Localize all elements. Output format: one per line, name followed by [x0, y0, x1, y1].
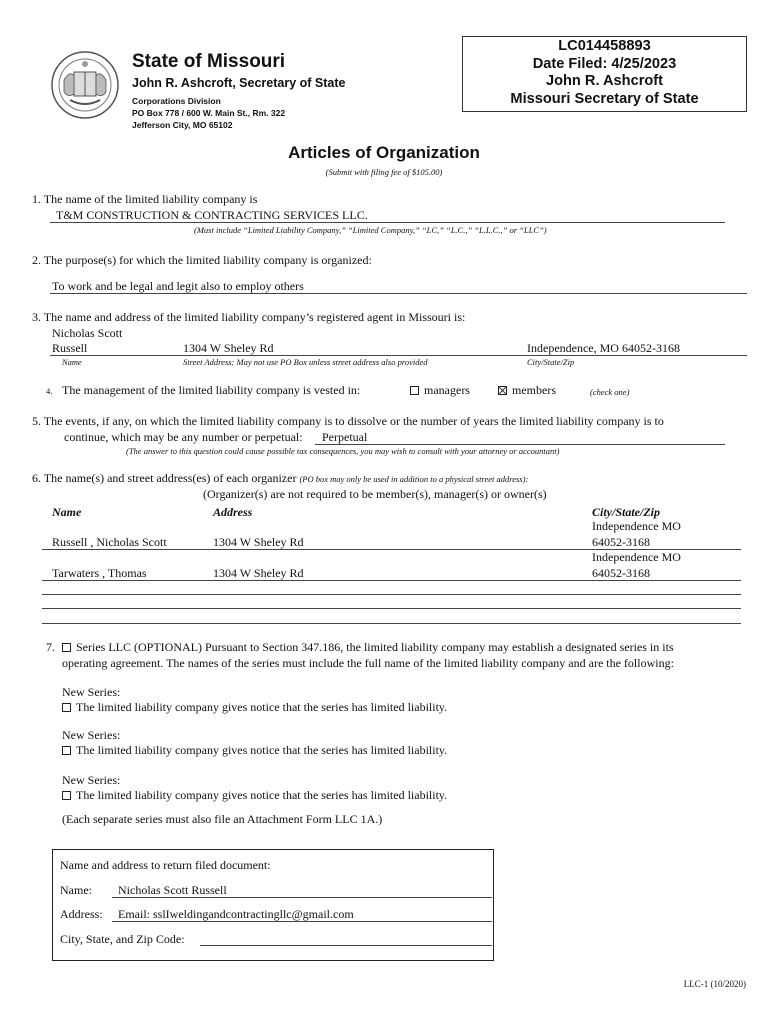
s6-row1-city1[interactable]: Independence MO [592, 519, 681, 533]
s5-label-line2: continue, which may be any number or perpetual: [64, 430, 303, 444]
state-heading: State of Missouri [132, 51, 286, 72]
return-city-label: City, State, and Zip Code: [60, 932, 185, 946]
s6-col-name: Name [52, 505, 82, 519]
series3-notice-text: The limited liability company gives notice that the series has limited liability. [76, 788, 448, 802]
filing-office: Missouri Secretary of State [510, 90, 699, 107]
s6-row1-city2[interactable]: 64052-3168 [592, 535, 650, 549]
s5-label-line1: 5. The events, if any, on which the limited liability company is to dissolve or the number of years the limited liability company is to [32, 414, 664, 428]
s3-label: 3. The name and address of the limited liability company’s registered agent in Missouri is: [32, 310, 466, 324]
s6-col-city: City/State/Zip [592, 505, 660, 519]
filing-official: John R. Ashcroft [545, 73, 664, 89]
s3-caption-name: Name [62, 357, 82, 367]
series1-notice[interactable] [62, 700, 447, 715]
office-address-line1: PO Box 778 / 600 W. Main St., Rm. 322 [132, 108, 286, 118]
s7-footnote: (Each separate series must also file an Attachment Form LLC 1A.) [62, 812, 383, 826]
s6-label-note: (PO box may only be used in addition to a physical street address): [299, 474, 529, 484]
series1-notice-text: The limited liability company gives notice that the series has limited liability. [76, 700, 448, 714]
s6-col-address: Address [213, 505, 253, 519]
s6-row1-address[interactable]: 1304 W Sheley Rd [213, 535, 304, 549]
members-checkbox-checked[interactable] [498, 386, 507, 395]
s6-row2-city1[interactable]: Independence MO [592, 550, 681, 564]
missouri-seal-logo [50, 50, 120, 120]
series3-checkbox[interactable] [62, 791, 71, 800]
s7-line1 [62, 640, 674, 655]
series2-label: New Series: [62, 728, 121, 742]
s3-agent-street[interactable]: 1304 W Sheley Rd [183, 341, 274, 355]
s1-label: 1. The name of the limited liability company is [32, 192, 258, 206]
form-id: LLC-1 (10/2020) [683, 979, 746, 989]
managers-checkbox[interactable] [410, 386, 419, 395]
filing-date: Date Filed: 4/25/2023 [532, 55, 677, 72]
form-title: Articles of Organization [288, 143, 480, 162]
managers-label: managers [424, 383, 470, 397]
s6-row2-address[interactable]: 1304 W Sheley Rd [213, 566, 304, 580]
series-llc-checkbox[interactable] [62, 643, 71, 652]
s3-underline [50, 355, 747, 356]
filing-stamp-box [462, 36, 747, 112]
s6-row1-name[interactable]: Russell , Nicholas Scott [52, 535, 167, 549]
s6-blank-line3 [42, 623, 741, 624]
s4-note: (check one) [590, 387, 630, 397]
return-name-value[interactable]: Nicholas Scott Russell [118, 883, 227, 897]
s4-label: The management of the limited liability company is vested in: [62, 383, 361, 397]
s3-agent-name-line1[interactable]: Nicholas Scott [52, 326, 123, 340]
s1-company-name[interactable]: T&M CONSTRUCTION & CONTRACTING SERVICES LLC. [56, 208, 368, 222]
s6-label [32, 471, 528, 486]
s6-blank-line2 [42, 608, 741, 609]
s3-agent-name-line2[interactable]: Russell [52, 341, 88, 355]
s6-label-text: 6. The name(s) and street address(es) of each organizer [32, 471, 297, 485]
s5-duration-value[interactable]: Perpetual [322, 430, 368, 444]
series3-notice[interactable] [62, 788, 447, 803]
secretary-heading: John R. Ashcroft, Secretary of State [132, 76, 346, 90]
s6-row2-line [42, 580, 741, 581]
s7-line1-text: Series LLC (OPTIONAL) Pursuant to Section 347.186, the limited liability company may establish a designated series in its [76, 640, 674, 654]
series3-label: New Series: [62, 773, 121, 787]
s3-agent-city[interactable]: Independence, MO 64052-3168 [527, 341, 680, 355]
s1-note: (Must include “Limited Liability Company,” “Limited Company,” “LC,” “L.C.,” “L.L.C.,” or “LLC”) [194, 225, 547, 235]
members-label: members [512, 383, 556, 397]
s4-option-members[interactable] [498, 383, 556, 398]
series2-notice-text: The limited liability company gives notice that the series has limited liability. [76, 743, 448, 757]
s4-option-managers[interactable] [410, 383, 470, 398]
return-address-underline [112, 921, 492, 922]
s2-label: 2. The purpose(s) for which the limited liability company is organized: [32, 253, 372, 267]
return-city-underline [200, 945, 492, 946]
s1-underline [50, 222, 725, 223]
series2-notice[interactable] [62, 743, 447, 758]
return-address-label: Address: [60, 907, 103, 921]
return-address-value[interactable]: Email: sslIweldingandcontractingllc@gmail.com [118, 907, 354, 921]
series1-checkbox[interactable] [62, 703, 71, 712]
s5-note: (The answer to this question could cause possible tax consequences, you may wish to consult with your attorney or accountant) [126, 446, 560, 456]
s7-line2: operating agreement. The names of the series must include the full name of the limited liability company and are the following: [62, 656, 674, 670]
filing-number: LC014458893 [558, 38, 651, 54]
s7-number: 7. [46, 640, 55, 654]
series1-label: New Series: [62, 685, 121, 699]
s2-purpose[interactable]: To work and be legal and legit also to employ others [52, 279, 304, 293]
s6-sub-label: (Organizer(s) are not required to be member(s), manager(s) or owner(s) [203, 487, 547, 501]
division-label: Corporations Division [132, 96, 221, 106]
s6-blank-line1 [42, 594, 741, 595]
s6-row2-name[interactable]: Tarwaters , Thomas [52, 566, 147, 580]
form-subtitle: (Submit with filing fee of $105.00) [325, 167, 443, 177]
s5-underline [315, 444, 725, 445]
series2-checkbox[interactable] [62, 746, 71, 755]
s2-underline [50, 293, 747, 294]
office-address-line2: Jefferson City, MO 65102 [132, 120, 233, 130]
s6-row2-city2[interactable]: 64052-3168 [592, 566, 650, 580]
return-name-label: Name: [60, 883, 92, 897]
s3-caption-city: City/State/Zip [527, 357, 575, 367]
s3-caption-street: Street Address: May not use PO Box unless street address also provided [183, 357, 428, 367]
s4-number: 4. [46, 386, 53, 396]
return-name-underline [112, 897, 492, 898]
return-title: Name and address to return filed document: [60, 858, 271, 872]
